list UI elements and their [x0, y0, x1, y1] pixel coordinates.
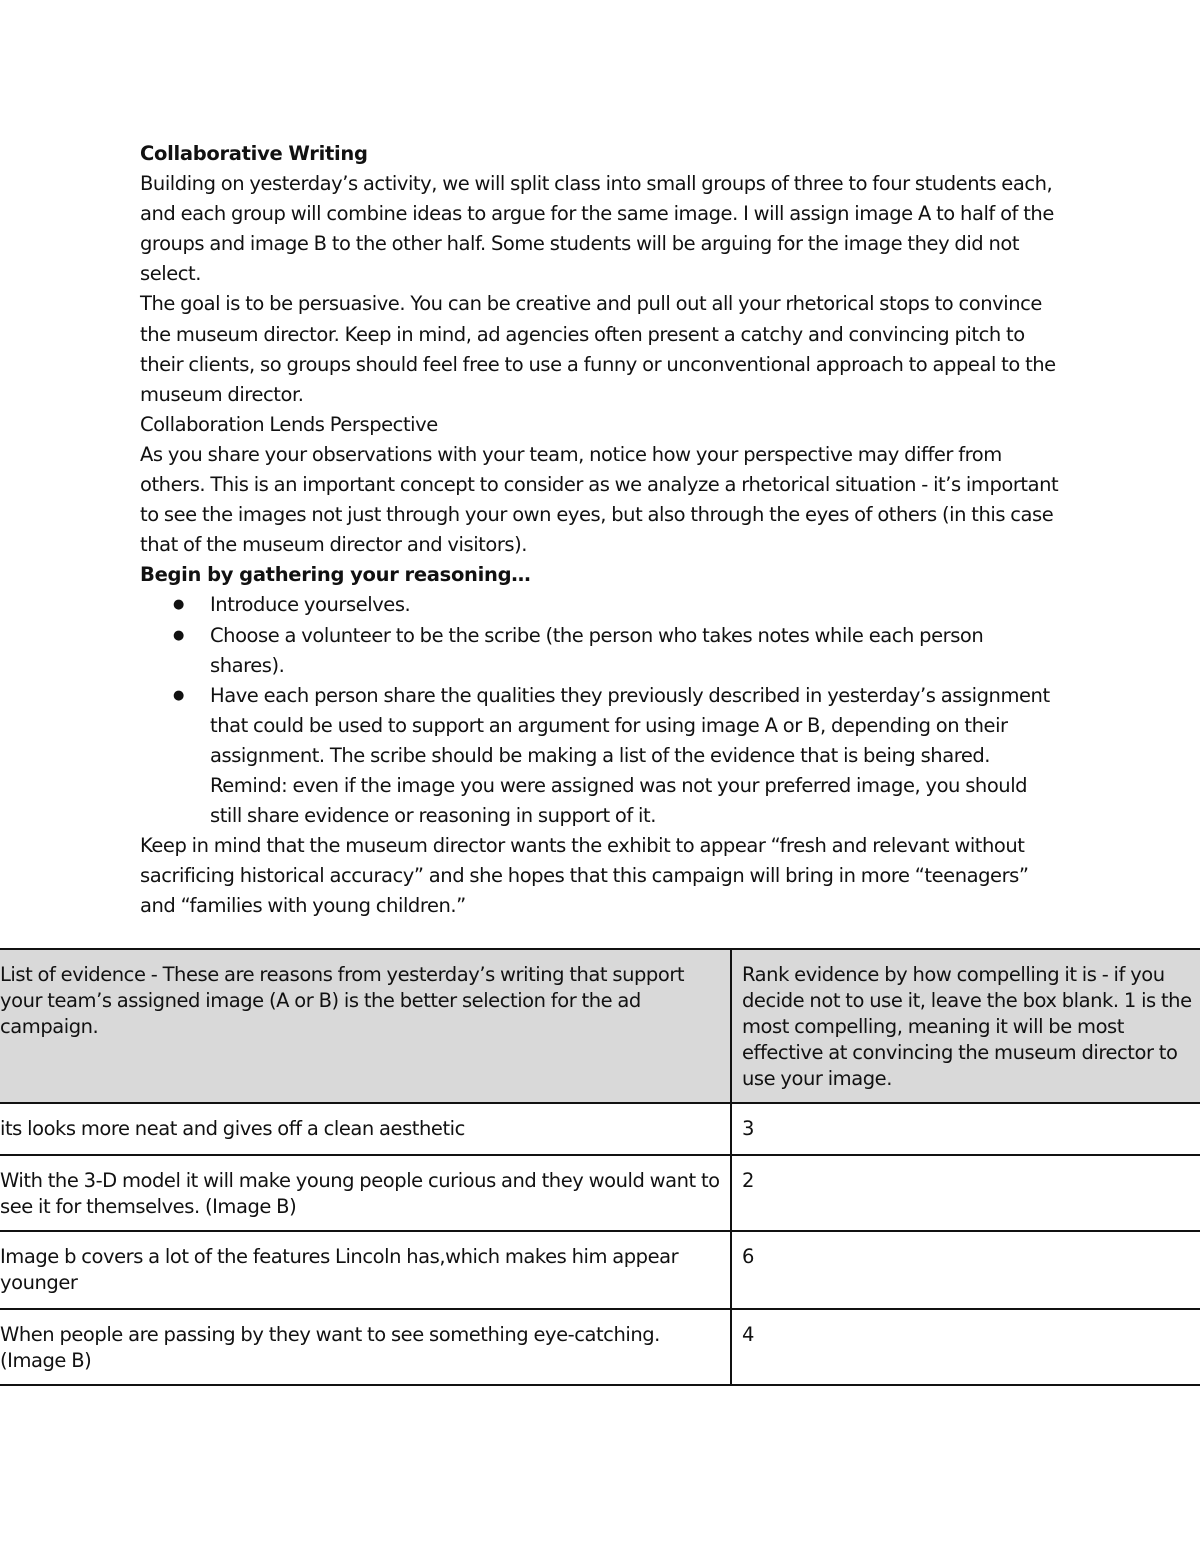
closing-paragraph: Keep in mind that the museum director wants the exhibit to appear “fresh and relevant without sacrificing historical accuracy” and she hopes that this campaign will bring in more “teenagers” and “families with young children.” [140, 834, 1029, 918]
bullet-icon: ● [173, 687, 184, 703]
table-row [0, 1309, 1200, 1385]
section-subheading: Collaboration Lends Perspective [140, 412, 438, 436]
instruction-list [140, 590, 1060, 831]
list-item [173, 590, 1060, 620]
rank-cell[interactable]: 4 [731, 1309, 1200, 1385]
evidence-cell[interactable]: its looks more neat and gives off a clean aesthetic [0, 1103, 731, 1155]
goal-paragraph: The goal is to be persuasive. You can be creative and pull out all your rhetorical stops to convince the museum director. Keep in mind, ad agencies often present a catchy and convincing pitch to their clients, so groups should feel free to use a funny or unconventional approach to appeal to the museum director. [140, 292, 1056, 406]
header-evidence-cell: List of evidence - These are reasons from yesterday’s writing that support your team’s assigned image (A or B) is the better selection for the ad campaign. [0, 949, 731, 1103]
evidence-table [0, 948, 1200, 1386]
list-item-text: Have each person share the qualities they previously described in yesterday’s assignment that could be used to support an argument for using image A or B, depending on their assignment. The scribe should be making a list of the evidence that is being shared. Remind: even if the image you were assigned was not your preferred image, you should still share evidence or reasoning in support of it. [210, 683, 1050, 828]
rank-cell[interactable]: 2 [731, 1155, 1200, 1231]
list-item-text: Introduce yourselves. [210, 593, 411, 617]
bullet-icon: ● [173, 627, 184, 643]
page-title: Collaborative Writing [140, 142, 368, 165]
instructions-heading: Begin by gathering your reasoning… [140, 563, 531, 587]
rank-cell[interactable]: 3 [731, 1103, 1200, 1155]
perspective-paragraph: As you share your observations with your team, notice how your perspective may differ from others. This is an important concept to consider as we analyze a rhetorical situation - it’s important to see the images not just through your own eyes, but also through the eyes of others (in this case that of the museum director and visitors). [140, 442, 1059, 557]
table-header-row [0, 949, 1200, 1103]
evidence-cell[interactable]: With the 3-D model it will make young people curious and they would want to see it for themselves. (Image B) [0, 1155, 731, 1231]
table-row [0, 1231, 1200, 1309]
list-item [173, 681, 1060, 831]
header-rank-cell: Rank evidence by how compelling it is - if you decide not to use it, leave the box blank. 1 is the most compelling, meaning it will be most effective at convincing the museum director to use your image. [731, 949, 1200, 1103]
rank-cell[interactable]: 6 [731, 1231, 1200, 1309]
document-body [140, 139, 1060, 921]
table-row [0, 1103, 1200, 1155]
intro-paragraph: Building on yesterday’s activity, we will split class into small groups of three to four students each, and each group will combine ideas to argue for the same image. I will assign image A to half of the groups and image B to the other half. Some students will be arguing for the image they did not select. [140, 172, 1054, 286]
bullet-icon: ● [173, 597, 184, 613]
evidence-cell[interactable]: Image b covers a lot of the features Lincoln has,which makes him appear younger [0, 1231, 731, 1309]
table-row [0, 1155, 1200, 1231]
list-item [173, 621, 1060, 681]
evidence-cell[interactable]: When people are passing by they want to see something eye-catching. (Image B) [0, 1309, 731, 1385]
list-item-text: Choose a volunteer to be the scribe (the person who takes notes while each person shares). [210, 623, 984, 677]
